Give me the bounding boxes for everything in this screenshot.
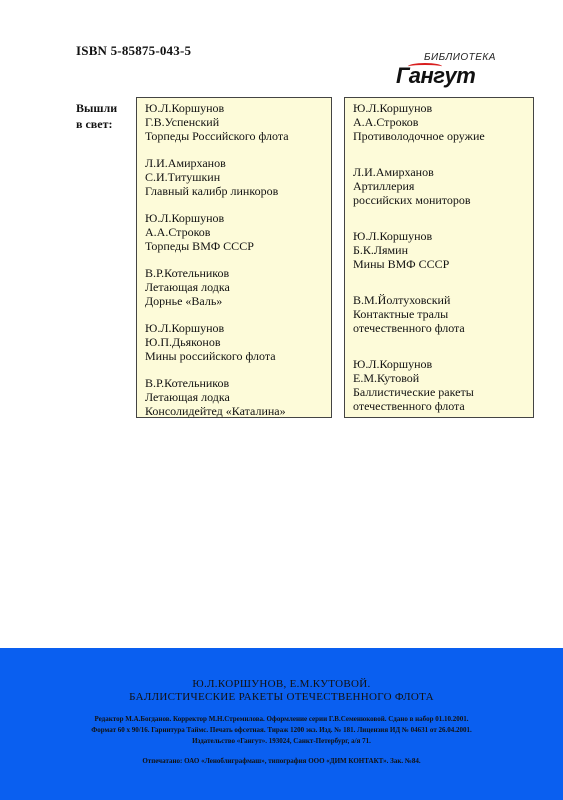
isbn: ISBN 5-85875-043-5 <box>76 43 192 58</box>
book-entry-line: отечественного флота <box>353 399 465 413</box>
book-entry-line: Летающая лодка <box>145 390 230 404</box>
book-entry-line: Главный калибр линкоров <box>145 184 279 198</box>
imprint-line: Редактор М.А.Богданов. Корректор М.Н.Стремилова. Оформление серии Г.В.Семенюковой. Сдано в набор 01.10.2001. <box>94 715 469 723</box>
book-entry-line: Ю.Л.Коршунов <box>353 229 433 243</box>
book-entry-line: Ю.Л.Коршунов <box>145 321 225 335</box>
book-entry-line: Б.К.Лямин <box>353 243 408 257</box>
book-entry <box>145 156 323 198</box>
book-entry-line: Противолодочное оружие <box>353 129 485 143</box>
published-label-line: Вышли <box>76 101 118 115</box>
book-entry <box>353 229 525 271</box>
book-entry-line: В.Р.Котельников <box>145 266 230 280</box>
book-entry <box>145 101 323 143</box>
book-entry-line: Ю.Л.Коршунов <box>145 101 225 115</box>
imprint-line: Формат 60 х 90/16. Гарнитура Таймс. Печать офсетная. Тираж 1200 экз. Изд. № 181. Лицензия ИД № 04631 от 26.04.2001. <box>91 726 472 734</box>
book-entry-line: Артиллерия <box>353 179 415 193</box>
book-entry <box>353 357 525 413</box>
book-entry-line: Торпеды ВМФ СССР <box>145 239 254 253</box>
book-entry-line: А.А.Строков <box>353 115 419 129</box>
published-label <box>76 100 117 132</box>
book-entry <box>145 211 323 253</box>
book-list-left <box>136 97 332 418</box>
book-entry-line: Ю.Л.Коршунов <box>353 101 433 115</box>
book-entry-line: российских мониторов <box>353 193 471 207</box>
book-entry-line: Л.И.Амирханов <box>353 165 434 179</box>
book-entry-line: Мины российского флота <box>145 349 276 363</box>
book-entry-line: Контактные тралы <box>353 307 449 321</box>
book-entry <box>353 293 525 335</box>
publisher-logo <box>396 52 506 88</box>
book-authors: Ю.Л.КОРШУНОВ, Е.М.КУТОВОЙ. <box>192 678 371 690</box>
logo-series-label: БИБЛИОТЕКА <box>424 52 496 63</box>
imprint-line: Издательство «Гангут». 193024, Санкт-Петербург, а/я 71. <box>192 737 371 745</box>
printer-info: Отпечатано: ОАО «Леноблиграфмаш», типография ООО «ДИМ КОНТАКТ». Зак. №84. <box>142 757 421 765</box>
published-label-line: в свет: <box>76 117 113 131</box>
book-entry-line: Мины ВМФ СССР <box>353 257 450 271</box>
book-list-right <box>344 97 534 418</box>
book-entry <box>353 101 525 143</box>
imprint-details <box>40 714 523 747</box>
book-entry <box>145 321 323 363</box>
book-title-block <box>0 678 563 704</box>
book-entry-line: Ю.П.Дьяконов <box>145 335 221 349</box>
book-entry <box>145 266 323 308</box>
book-entry-line: А.А.Строков <box>145 225 211 239</box>
book-entry-line: Баллистические ракеты <box>353 385 474 399</box>
book-entry-line: Л.И.Амирханов <box>145 156 226 170</box>
book-entry-line: Консолидейтед «Каталина» <box>145 404 286 418</box>
book-entry-line: Г.В.Успенский <box>145 115 220 129</box>
book-entry-line: Е.М.Кутовой <box>353 371 420 385</box>
logo-name: Гангут <box>396 63 476 88</box>
book-entry-line: С.И.Титушкин <box>145 170 221 184</box>
book-entry-line: Летающая лодка <box>145 280 230 294</box>
book-entry-line: Ю.Л.Коршунов <box>353 357 433 371</box>
book-entry-line: В.М.Йолтуховский <box>353 293 451 307</box>
book-entry-line: В.Р.Котельников <box>145 376 230 390</box>
book-entry-line: Ю.Л.Коршунов <box>145 211 225 225</box>
book-entry-line: Торпеды Российского флота <box>145 129 289 143</box>
book-entry <box>145 376 323 418</box>
book-entry-line: отечественного флота <box>353 321 465 335</box>
book-entry <box>353 165 525 207</box>
book-title: БАЛЛИСТИЧЕСКИЕ РАКЕТЫ ОТЕЧЕСТВЕННОГО ФЛОТА <box>129 691 434 703</box>
book-entry-line: Дорнье «Валь» <box>145 294 223 308</box>
